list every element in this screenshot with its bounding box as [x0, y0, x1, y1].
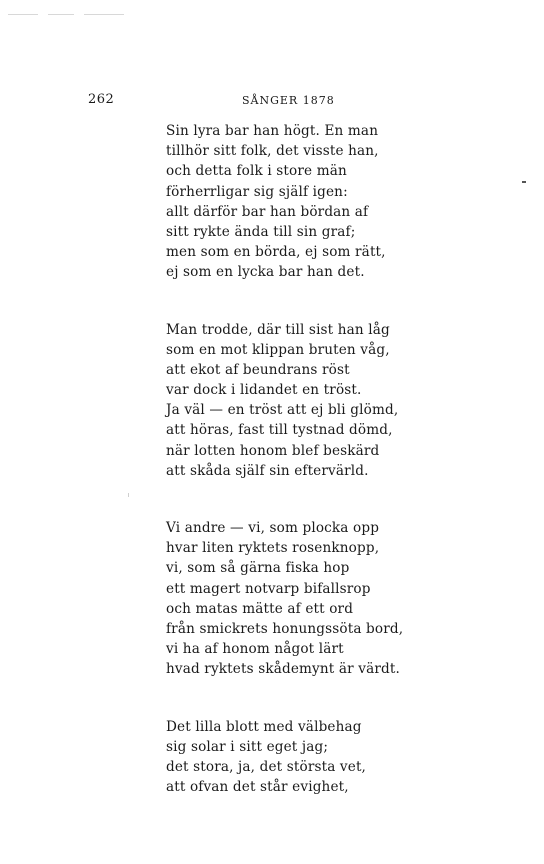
stanza-2: [166, 320, 466, 482]
running-head: SÅNGER 1878: [242, 94, 335, 107]
poem-line: att höras, fast till tystnad dömd,: [166, 422, 393, 439]
poem-line: Det lilla blott med välbehag: [166, 718, 362, 735]
page-number: 262: [88, 92, 115, 107]
stanza-3: [166, 518, 466, 680]
poem-line: att ekot af beundrans röst: [166, 361, 350, 378]
poem-line: Vi andre — vi, som plocka opp: [166, 520, 380, 536]
poem-line: ett magert notvarp bifallsrop: [166, 580, 371, 597]
poem-line: men som en börda, ej som rätt,: [166, 244, 386, 261]
margin-mark: [128, 493, 129, 497]
poem-line: som en mot klippan bruten våg,: [166, 341, 390, 358]
poem-line: förherrligar sig själf igen:: [166, 183, 348, 200]
poem-line: hvar liten ryktets rosenknopp,: [166, 540, 380, 557]
scan-artifact: [84, 14, 124, 15]
poem-line: det stora, ja, det största vet,: [166, 758, 367, 775]
stanza-4: [166, 717, 466, 798]
scan-artifact: [8, 14, 38, 15]
poem-line: ej som en lycka bar han det.: [166, 264, 365, 281]
poem-line: Sin lyra bar han högt. En man: [166, 123, 379, 139]
poem-line: sig solar i sitt eget jag;: [166, 738, 329, 755]
poem-line: och detta folk i store män: [166, 163, 347, 180]
poem-line: från smickrets honungssöta bord,: [166, 620, 404, 637]
poem-line: var dock i lidandet en tröst.: [166, 382, 362, 399]
poem-line: att skåda själf sin eftervärld.: [166, 462, 369, 479]
poem-line: Man trodde, där till sist han låg: [166, 321, 390, 338]
stanza-1: [166, 121, 466, 283]
poem-line: hvad ryktets skådemynt är värdt.: [166, 661, 400, 678]
margin-mark: [522, 181, 526, 183]
poem-line: allt därför bar han bördan af: [166, 203, 369, 220]
poem-line: vi, som så gärna fiska hop: [166, 560, 350, 577]
scan-artifact: [48, 14, 74, 15]
poem-line: tillhör sitt folk, det visste han,: [166, 143, 379, 160]
poem-line: att ofvan det står evighet,: [166, 779, 349, 796]
poem-line: vi ha af honom något lärt: [166, 641, 344, 658]
poem-line: Ja väl — en tröst att ej bli glömd,: [166, 402, 399, 419]
poem-line: när lotten honom blef beskärd: [166, 442, 380, 459]
poem-line: sitt rykte ända till sin graf;: [166, 223, 356, 240]
poem-line: och matas mätte af ett ord: [166, 600, 354, 617]
poem-body: [166, 121, 466, 797]
